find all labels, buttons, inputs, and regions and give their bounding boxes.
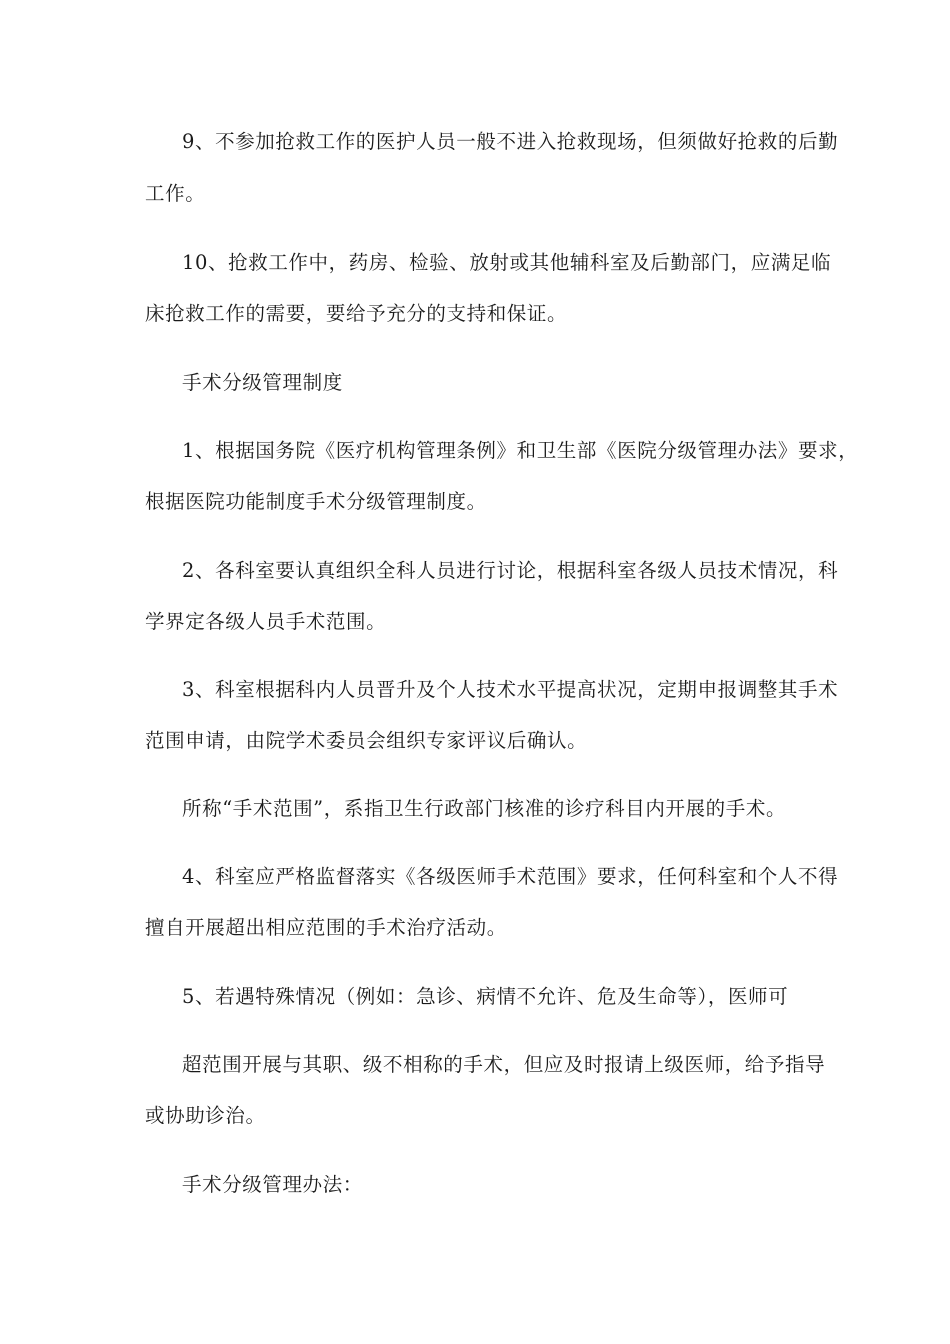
item-2-line-2: 学界定各级人员手术范围。 bbox=[145, 610, 387, 633]
item-1-line-2: 根据医院功能制度手术分级管理制度。 bbox=[145, 490, 487, 513]
surgery-scope-definition: 所称“手术范围”，系指卫生行政部门核准的诊疗科目内开展的手术。 bbox=[182, 797, 787, 820]
item-4-line-1: 4、科室应严格监督落实《各级医师手术范围》要求，任何科室和个人不得 bbox=[182, 865, 839, 888]
section-heading-surgery-grading-system: 手术分级管理制度 bbox=[182, 371, 343, 394]
item-3-line-2: 范围申请，由院学术委员会组织专家评议后确认。 bbox=[145, 729, 588, 752]
item-4-line-2: 擅自开展超出相应范围的手术治疗活动。 bbox=[145, 916, 507, 939]
paragraph-10-line-2: 床抢救工作的需要，要给予充分的支持和保证。 bbox=[145, 302, 568, 325]
item-3-line-1: 3、科室根据科内人员晋升及个人技术水平提高状况，定期申报调整其手术 bbox=[182, 678, 839, 701]
item-5-line-2: 超范围开展与其职、级不相称的手术，但应及时报请上级医师，给予指导 bbox=[182, 1053, 826, 1076]
paragraph-9-line-1: 9、不参加抢救工作的医护人员一般不进入抢救现场，但须做好抢救的后勤 bbox=[182, 130, 839, 153]
item-1-line-1: 1、根据国务院《医疗机构管理条例》和卫生部《医院分级管理办法》要求， bbox=[182, 439, 859, 462]
paragraph-9-line-2: 工作。 bbox=[145, 182, 206, 205]
item-5-line-1: 5、若遇特殊情况（例如：急诊、病情不允许、危及生命等），医师可 bbox=[182, 985, 789, 1008]
paragraph-10-line-1: 10、抢救工作中，药房、检验、放射或其他辅科室及后勤部门，应满足临 bbox=[182, 251, 832, 274]
item-5-line-3: 或协助诊治。 bbox=[145, 1104, 266, 1127]
section-heading-surgery-grading-method: 手术分级管理办法： bbox=[182, 1173, 363, 1196]
item-2-line-1: 2、各科室要认真组织全科人员进行讨论，根据科室各级人员技术情况，科 bbox=[182, 559, 839, 582]
